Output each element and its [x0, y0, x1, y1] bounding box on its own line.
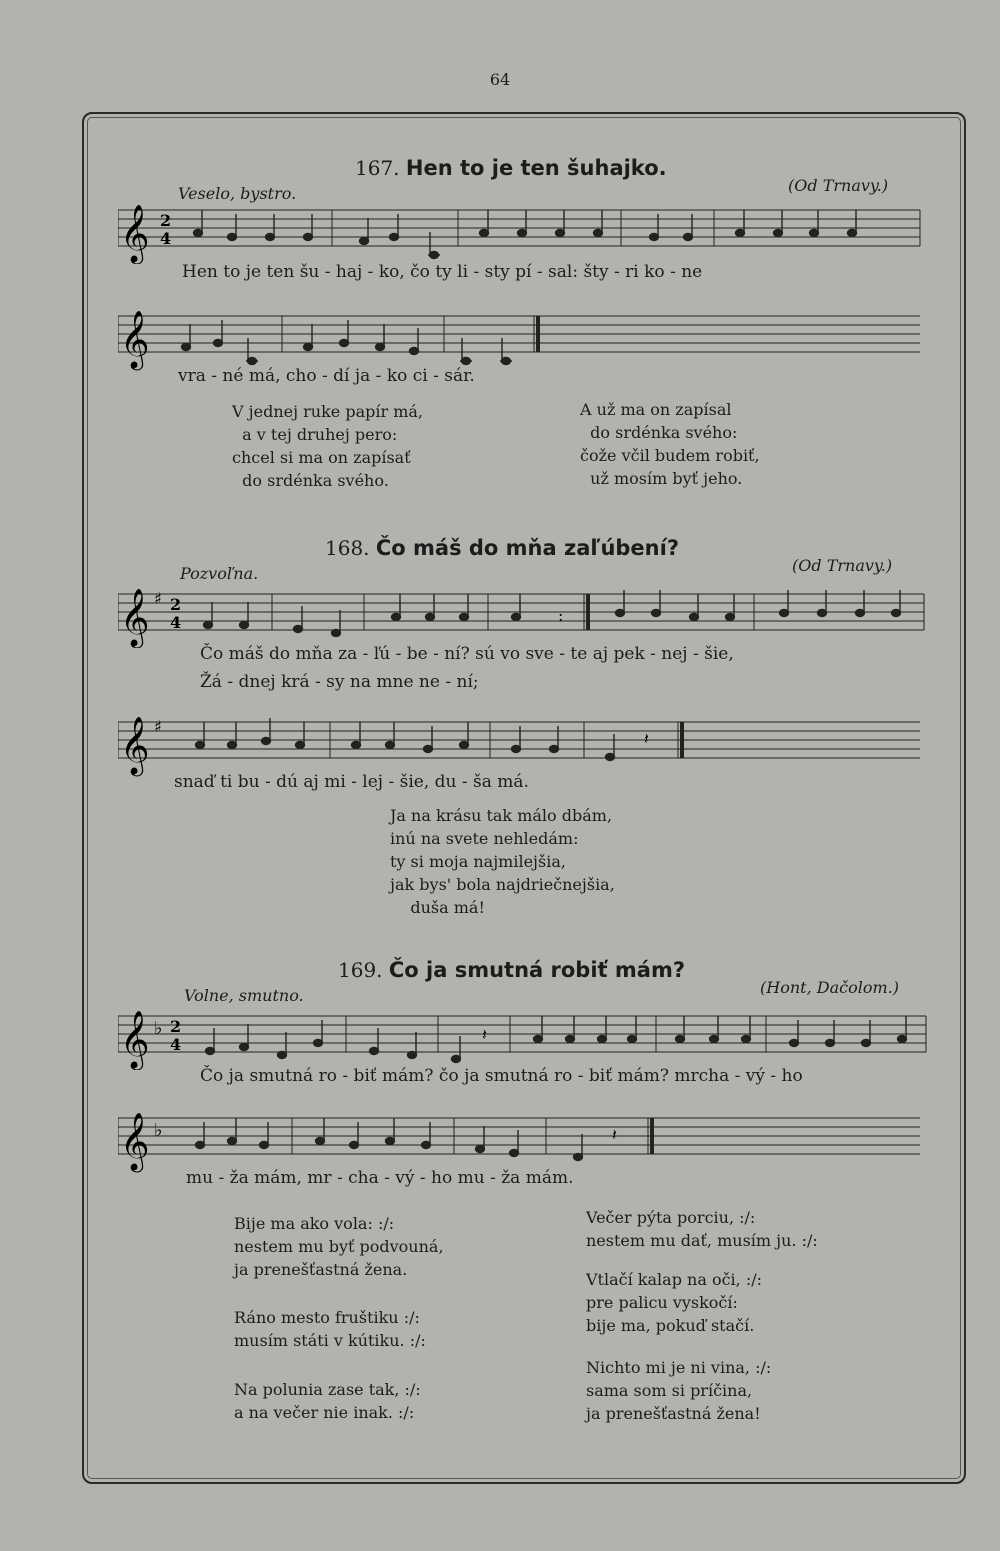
sharp-icon: ♯	[154, 589, 162, 608]
time-signature-top: 2	[170, 1017, 182, 1036]
song-167-origin: (Od Trnavy.)	[788, 176, 889, 195]
song-169-verse-1: Bije ma ako vola: :/: nestem mu byť podvouná, ja prenešťastná žena.	[234, 1214, 444, 1279]
song-168-verse-1: Ja na krásu tak málo dbám, inú na svete nehledám: ty si moja najmilejšia, jak bys' bola najdriečnejšia, duša má!	[390, 806, 615, 917]
time-signature-top: 2	[170, 595, 182, 614]
notes-167-2	[182, 320, 513, 365]
song-169-origin: (Hont, Dačolom.)	[760, 978, 899, 997]
treble-clef-icon: 𝄞	[120, 310, 150, 368]
notes-169-1	[206, 1016, 907, 1063]
song-169-verse-4: Večer pýta porciu, :/: nestem mu dať, musím ju. :/:	[586, 1208, 818, 1250]
repeat-sign: :	[558, 606, 564, 625]
song-167-lyric-1: Hen to je ten šu - haj - ko, čo ty li - sty pí - sal: šty - ri ko - ne	[182, 262, 703, 282]
song-167-verse-2: A už ma on zapísal do srdénka svého: čože včil budem robiť, už mosím byť jeho.	[580, 400, 760, 488]
song-167-staff-2	[118, 310, 924, 372]
song-169-verse-6: Nichto mi je ni vina, :/: sama som si príčina, ja prenešťastná žena!	[586, 1358, 772, 1423]
song-169-verse-5: Vtlačí kalap na oči, :/: pre palicu vyskočí: bije ma, pokuď stačí.	[586, 1270, 763, 1335]
song-name: Čo ja smutná robiť mám?	[388, 958, 686, 982]
song-169-tempo: Volne, smutno.	[184, 986, 304, 1005]
song-168-staff-1	[118, 588, 928, 648]
treble-clef-icon: 𝄞	[120, 1010, 150, 1068]
rest-icon: 𝄽	[644, 729, 649, 748]
notes-168-2	[196, 718, 615, 761]
song-167-staff-1	[118, 204, 924, 264]
flat-icon: ♭	[154, 1018, 163, 1039]
treble-clef-icon: 𝄞	[120, 716, 150, 774]
song-169-lyric-1: Čo ja smutná ro - biť mám? čo ja smutná ro - biť mám? mrcha - vý - ho	[200, 1066, 803, 1086]
song-name: Čo máš do mňa zaľúbení?	[375, 536, 680, 560]
song-168-lyric-3: snaď ti bu - dú aj mi - lej - šie, du - ša má.	[174, 772, 529, 792]
song-168-staff-2	[118, 716, 924, 778]
time-signature-bottom: 4	[170, 613, 182, 632]
treble-clef-icon: 𝄞	[120, 1112, 150, 1170]
song-number: 167.	[355, 156, 400, 180]
flat-icon: ♭	[154, 1120, 163, 1141]
sharp-icon: ♯	[154, 717, 162, 736]
time-signature-top: 2	[160, 211, 172, 230]
song-name: Hen to je ten šuhajko.	[405, 156, 667, 180]
song-169-staff-1	[118, 1010, 930, 1070]
time-signature-bottom: 4	[160, 229, 172, 248]
notes-167-1	[194, 210, 857, 259]
song-number: 168.	[325, 536, 370, 560]
song-169-lyric-2: mu - ža mám, mr - cha - vý - ho mu - ža mám.	[186, 1168, 574, 1188]
song-167-tempo: Veselo, bystro.	[178, 184, 297, 203]
song-169-verse-2: Ráno mesto fruštiku :/: musím státi v kútiku. :/:	[234, 1308, 426, 1350]
rest-icon: 𝄽	[612, 1125, 617, 1144]
song-168-title	[325, 536, 679, 560]
song-169-verse-3: Na polunia zase tak, :/: a na večer nie inak. :/:	[234, 1380, 421, 1422]
treble-clef-icon: 𝄞	[120, 204, 150, 262]
song-167-lyric-2: vra - né má, cho - dí ja - ko ci - sár.	[178, 366, 475, 386]
song-169-staff-2	[118, 1112, 924, 1174]
song-168-lyric-2: Žá - dnej krá - sy na mne ne - ní;	[200, 672, 479, 692]
song-169-title	[338, 958, 685, 982]
song-168-tempo: Pozvoľna.	[180, 564, 259, 583]
page-number: 64	[489, 70, 511, 89]
song-168-origin: (Od Trnavy.)	[792, 556, 893, 575]
song-167-title	[355, 156, 667, 180]
rest-icon: 𝄽	[482, 1025, 487, 1044]
song-number: 169.	[338, 958, 383, 982]
song-167-verse-1: V jednej ruke papír má, a v tej druhej pero: chcel si ma on zapísať do srdénka svého.	[232, 402, 424, 490]
time-signature-bottom: 4	[170, 1035, 182, 1054]
treble-clef-icon: 𝄞	[120, 588, 150, 646]
song-168-lyric-1: Čo máš do mňa za - ľú - be - ní? sú vo sve - te aj pek - nej - šie,	[200, 644, 734, 664]
